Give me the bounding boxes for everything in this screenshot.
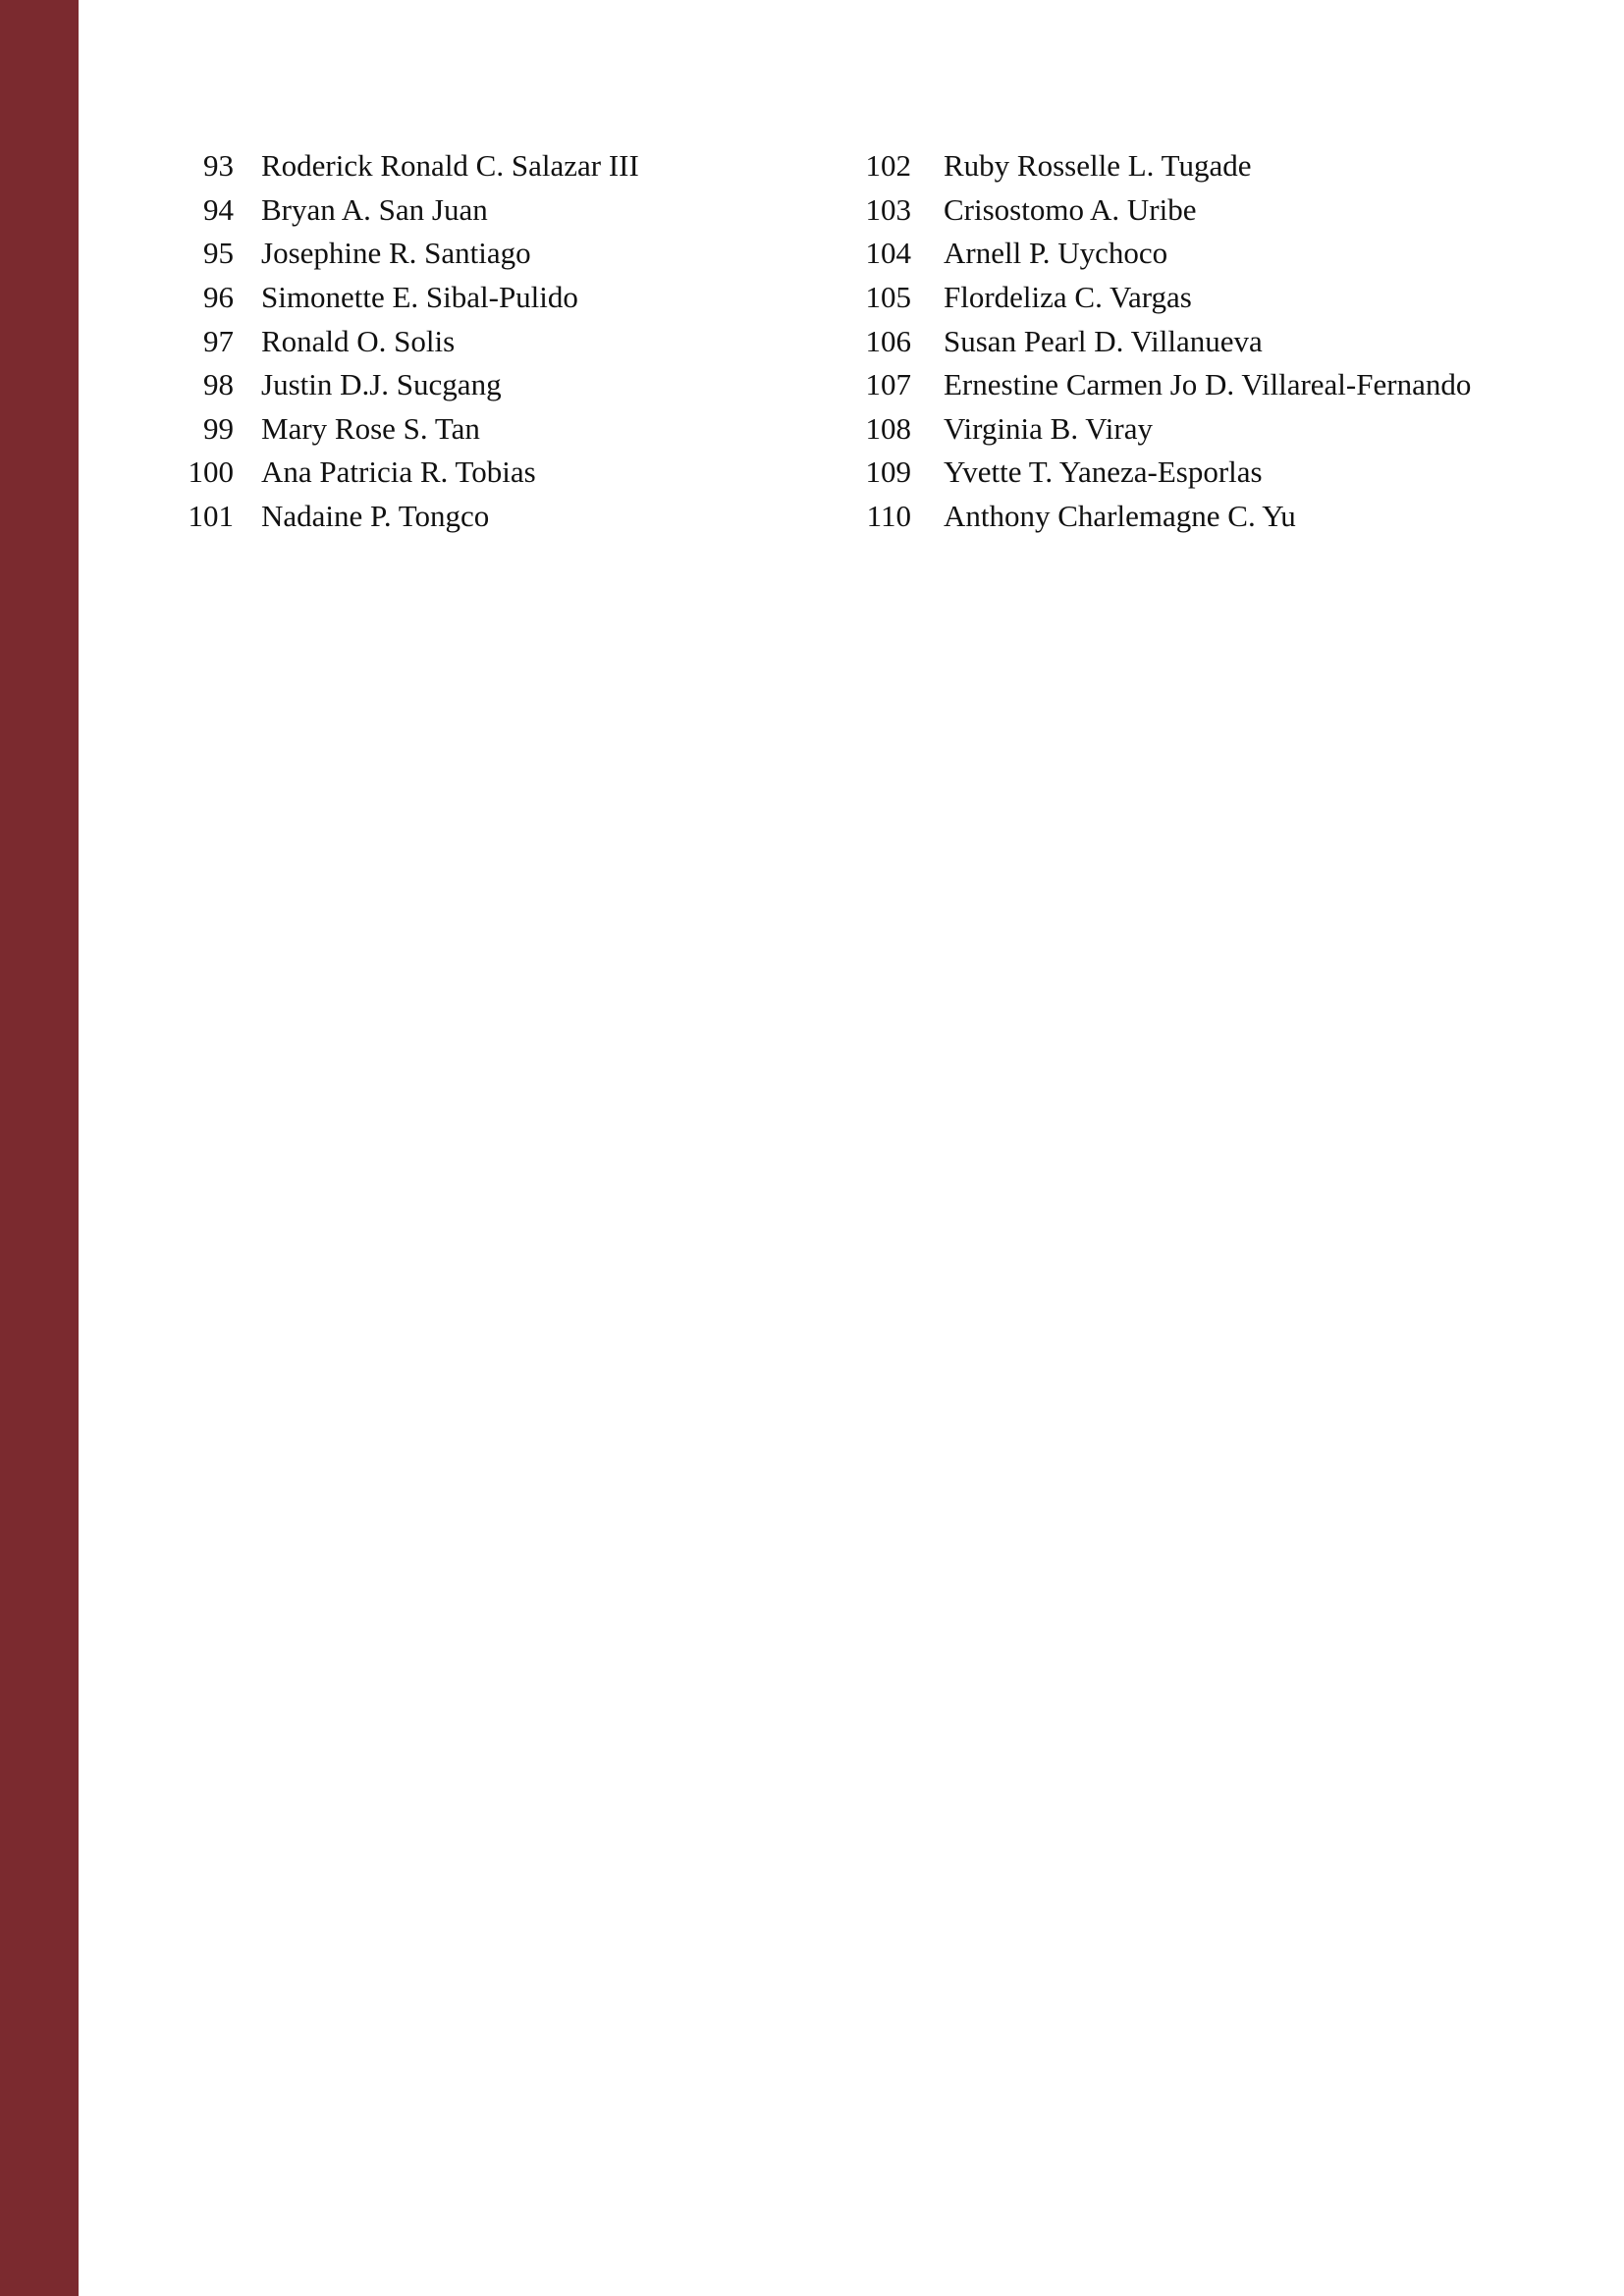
list-item: [175, 495, 639, 539]
entry-name: Josephine R. Santiago: [261, 236, 531, 271]
entry-name: Crisostomo A. Uribe: [944, 191, 1197, 227]
entry-name: Ana Patricia R. Tobias: [261, 454, 536, 490]
entry-number: 107: [865, 367, 911, 402]
entry-number: 109: [865, 454, 911, 490]
entry-name: Bryan A. San Juan: [261, 191, 488, 227]
list-item: [856, 144, 1471, 188]
entry-number: 105: [865, 280, 911, 315]
entry-name: Mary Rose S. Tan: [261, 410, 480, 446]
list-item: [175, 188, 639, 233]
entry-name: Virginia B. Viray: [944, 410, 1153, 446]
list-item: [856, 319, 1471, 363]
entry-name: Susan Pearl D. Villanueva: [944, 323, 1263, 358]
list-item: [175, 232, 639, 276]
entry-number: 93: [203, 148, 234, 184]
entry-number: 108: [865, 410, 911, 446]
list-item: [175, 407, 639, 452]
entry-number: 98: [203, 367, 234, 402]
entry-number: 110: [866, 499, 911, 534]
entry-name: Yvette T. Yaneza-Esporlas: [944, 454, 1263, 490]
list-item: [856, 232, 1471, 276]
list-item: [175, 363, 639, 407]
list-item: [175, 144, 639, 188]
entry-name: Nadaine P. Tongco: [261, 499, 490, 534]
side-color-band: [0, 0, 79, 2296]
list-item: [856, 495, 1471, 539]
list-item: [856, 363, 1471, 407]
entry-name: Ruby Rosselle L. Tugade: [944, 148, 1252, 184]
name-list-left: [175, 144, 639, 538]
list-item: [856, 451, 1471, 495]
entry-number: 95: [203, 236, 234, 271]
entry-number: 96: [203, 280, 234, 315]
entry-name: Ernestine Carmen Jo D. Villareal-Fernando: [944, 367, 1472, 402]
list-item: [856, 276, 1471, 320]
entry-name: Arnell P. Uychoco: [944, 236, 1168, 271]
entry-name: Roderick Ronald C. Salazar III: [261, 148, 639, 184]
entry-name: Simonette E. Sibal-Pulido: [261, 280, 578, 315]
entry-name: Anthony Charlemagne C. Yu: [944, 499, 1296, 534]
entry-number: 102: [865, 148, 911, 184]
list-item: [856, 188, 1471, 233]
name-list-right: [856, 144, 1471, 538]
entry-name: Justin D.J. Sucgang: [261, 367, 502, 402]
entry-number: 97: [203, 323, 234, 358]
entry-number: 99: [203, 410, 234, 446]
entry-number: 101: [188, 499, 234, 534]
list-item: [175, 451, 639, 495]
entry-number: 100: [188, 454, 234, 490]
entry-number: 106: [865, 323, 911, 358]
entry-number: 94: [203, 191, 234, 227]
entry-number: 104: [865, 236, 911, 271]
entry-name: Flordeliza C. Vargas: [944, 280, 1192, 315]
list-item: [856, 407, 1471, 452]
entry-name: Ronald O. Solis: [261, 323, 456, 358]
entry-number: 103: [865, 191, 911, 227]
list-item: [175, 276, 639, 320]
list-item: [175, 319, 639, 363]
